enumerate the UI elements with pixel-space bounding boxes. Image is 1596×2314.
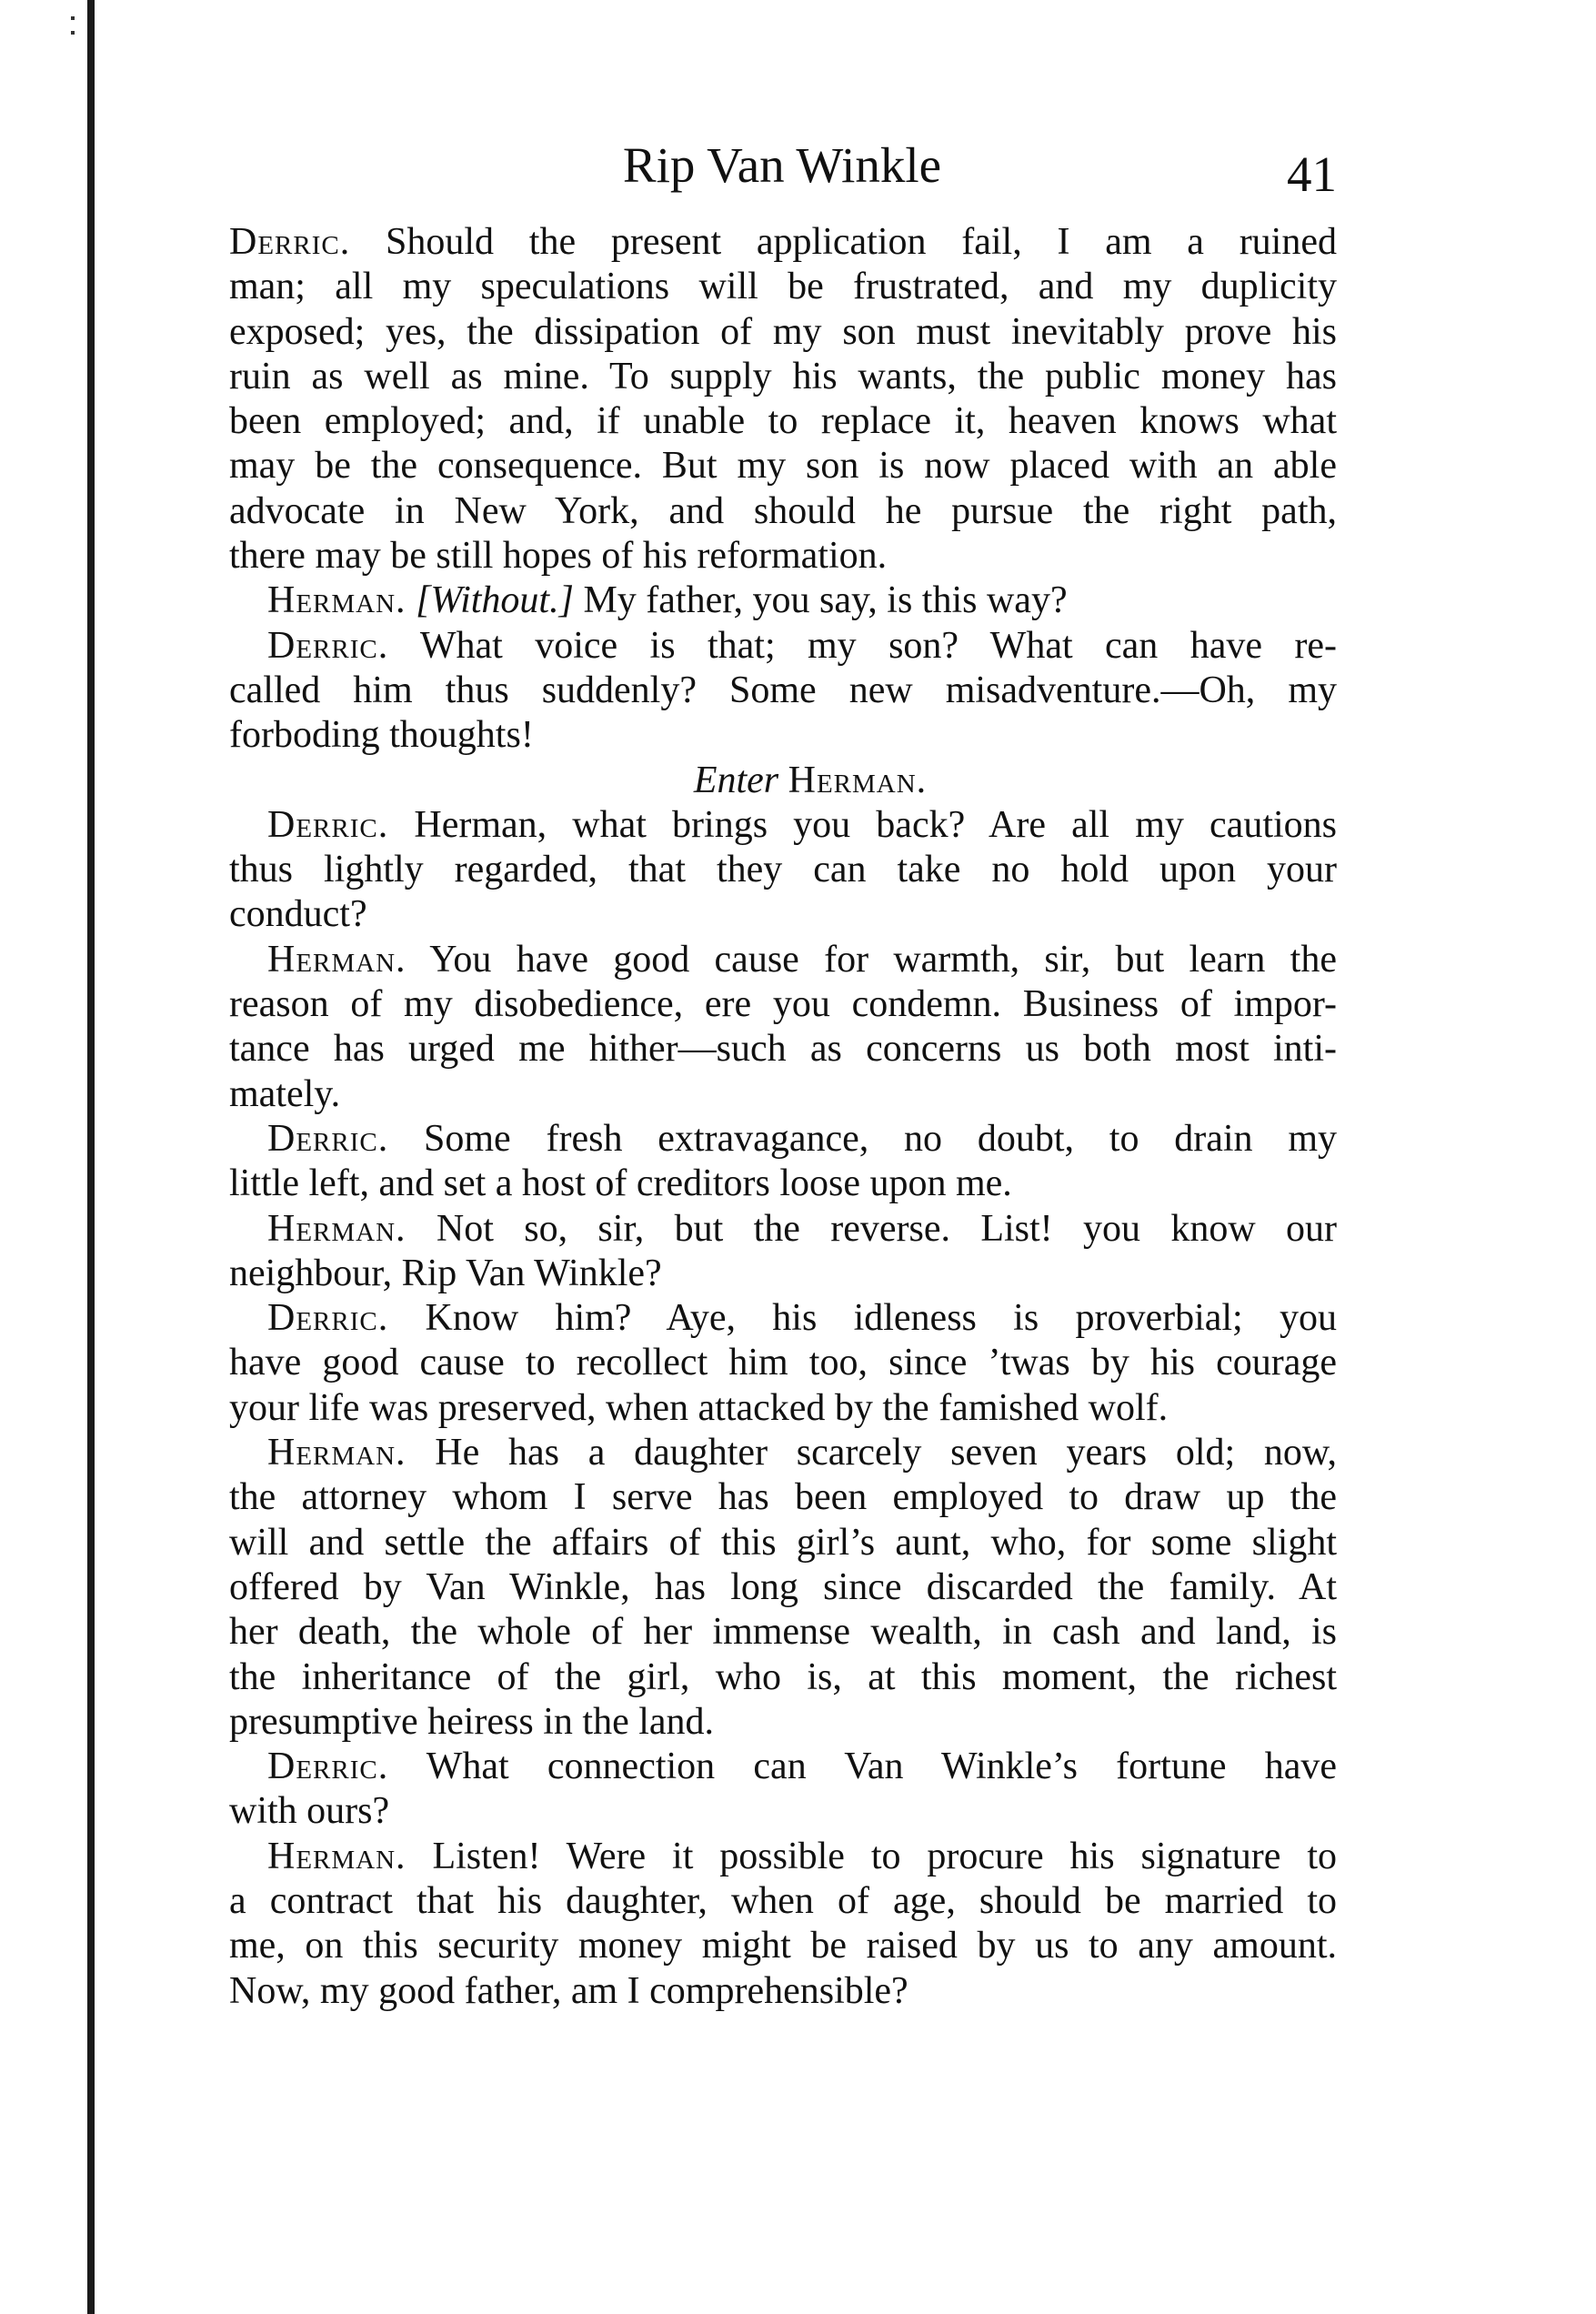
text-line: Derric. Herman, what brings you back? Are all my cautions xyxy=(267,803,1337,846)
page-number: 41 xyxy=(1287,146,1337,202)
text-line: Derric. What connection can Van Winkle’s fortune have xyxy=(267,1746,1337,1788)
speaker-label: Herman. xyxy=(267,938,407,981)
text-line: the attorney whom I serve has been employed to draw up the xyxy=(229,1476,1337,1519)
text-line: Herman. You have good cause for warmth, sir, but learn the xyxy=(267,938,1337,981)
stage-direction: [Without.] xyxy=(416,579,574,622)
text-line: will and settle the affairs of this girl’s aunt, who, for some slight xyxy=(229,1521,1337,1564)
stage-direction-line xyxy=(229,759,1337,803)
speaker-label: Herman. xyxy=(267,1432,407,1474)
text-line: Derric. Some fresh extravagance, no doubt, to drain my xyxy=(267,1117,1337,1160)
play-text xyxy=(229,220,1337,2014)
text-line: thus lightly regarded, that they can take no hold upon your xyxy=(229,849,1337,891)
speaker-label: Herman. xyxy=(267,579,407,622)
text-line: mately. xyxy=(229,1072,341,1115)
running-head xyxy=(227,136,1337,200)
text-line: with ours? xyxy=(229,1790,390,1833)
text-line: Derric. Know him? Aye, his idleness is proverbial; you xyxy=(267,1297,1337,1340)
text-line: advocate in New York, and should he pursue the right path, xyxy=(229,489,1337,532)
text-line: Herman. He has a daughter scarcely seven years old; now, xyxy=(267,1432,1337,1474)
stage-direction: Enter xyxy=(693,759,779,801)
text-line: ruin as well as mine. To supply his wants, the public money has xyxy=(229,355,1337,397)
text-line: Derric. Should the present application fail, I am a ruined xyxy=(229,221,1337,263)
text-line: forboding thoughts! xyxy=(229,714,534,757)
text-line: little left, and set a host of creditors loose upon me. xyxy=(229,1162,1012,1205)
text-line: Herman. Listen! Were it possible to procure his signature to xyxy=(267,1835,1337,1877)
speaker-label: Herman. xyxy=(267,1835,407,1877)
text-line: have good cause to recollect him too, since ’twas by his courage xyxy=(229,1342,1337,1384)
text-line: me, on this security money might be raised by us to any amount. xyxy=(229,1925,1337,1967)
text-line: neighbour, Rip Van Winkle? xyxy=(229,1252,662,1294)
text-line: may be the consequence. But my son is now placed with an able xyxy=(229,445,1337,488)
speaker-label: Derric. xyxy=(267,624,389,667)
text-line: the inheritance of the girl, who is, at this moment, the richest xyxy=(229,1655,1337,1698)
text-line: Herman. Not so, sir, but the reverse. List! you know our xyxy=(267,1207,1337,1250)
text-line: man; all my speculations will be frustrated, and my duplicity xyxy=(229,266,1337,308)
text-line: your life was preserved, when attacked by the famished wolf. xyxy=(229,1386,1169,1429)
text-line: her death, the whole of her immense wealth, in cash and land, is xyxy=(229,1611,1337,1654)
speaker-label: Herman. xyxy=(267,1207,407,1250)
text-line: reason of my disobedience, ere you condemn. Business of impor- xyxy=(229,983,1337,1026)
text-line: conduct? xyxy=(229,893,367,936)
text-line: called him thus suddenly? Some new misadventure.—Oh, my xyxy=(229,669,1337,711)
text-line: been employed; and, if unable to replace it, heaven knows what xyxy=(229,400,1337,443)
speaker-label: Derric. xyxy=(267,1297,389,1340)
speaker-label: Derric. xyxy=(267,1117,389,1160)
speaker-label: Derric. xyxy=(267,803,389,846)
speaker-label: Derric. xyxy=(229,221,351,263)
text-line: Derric. What voice is that; my son? What can have re- xyxy=(267,624,1337,667)
speaker-label: Derric. xyxy=(267,1746,389,1788)
text-line: exposed; yes, the dissipation of my son must inevitably prove his xyxy=(229,310,1337,353)
text-line: offered by Van Winkle, has long since discarded the family. At xyxy=(229,1565,1337,1608)
speaker-label: Herman. xyxy=(788,759,928,801)
text-line: Now, my good father, am I comprehensible? xyxy=(229,1969,908,2012)
text-line: tance has urged me hither—such as concerns us both most inti- xyxy=(229,1028,1337,1071)
text-line: there may be still hopes of his reformation. xyxy=(229,535,888,578)
running-title: Rip Van Winkle xyxy=(622,137,942,193)
text-line: a contract that his daughter, when of age, should be married to xyxy=(229,1879,1337,1922)
text-line: Herman. [Without.] My father, you say, is this way? xyxy=(267,579,1068,622)
text-line: presumptive heiress in the land. xyxy=(229,1700,715,1743)
